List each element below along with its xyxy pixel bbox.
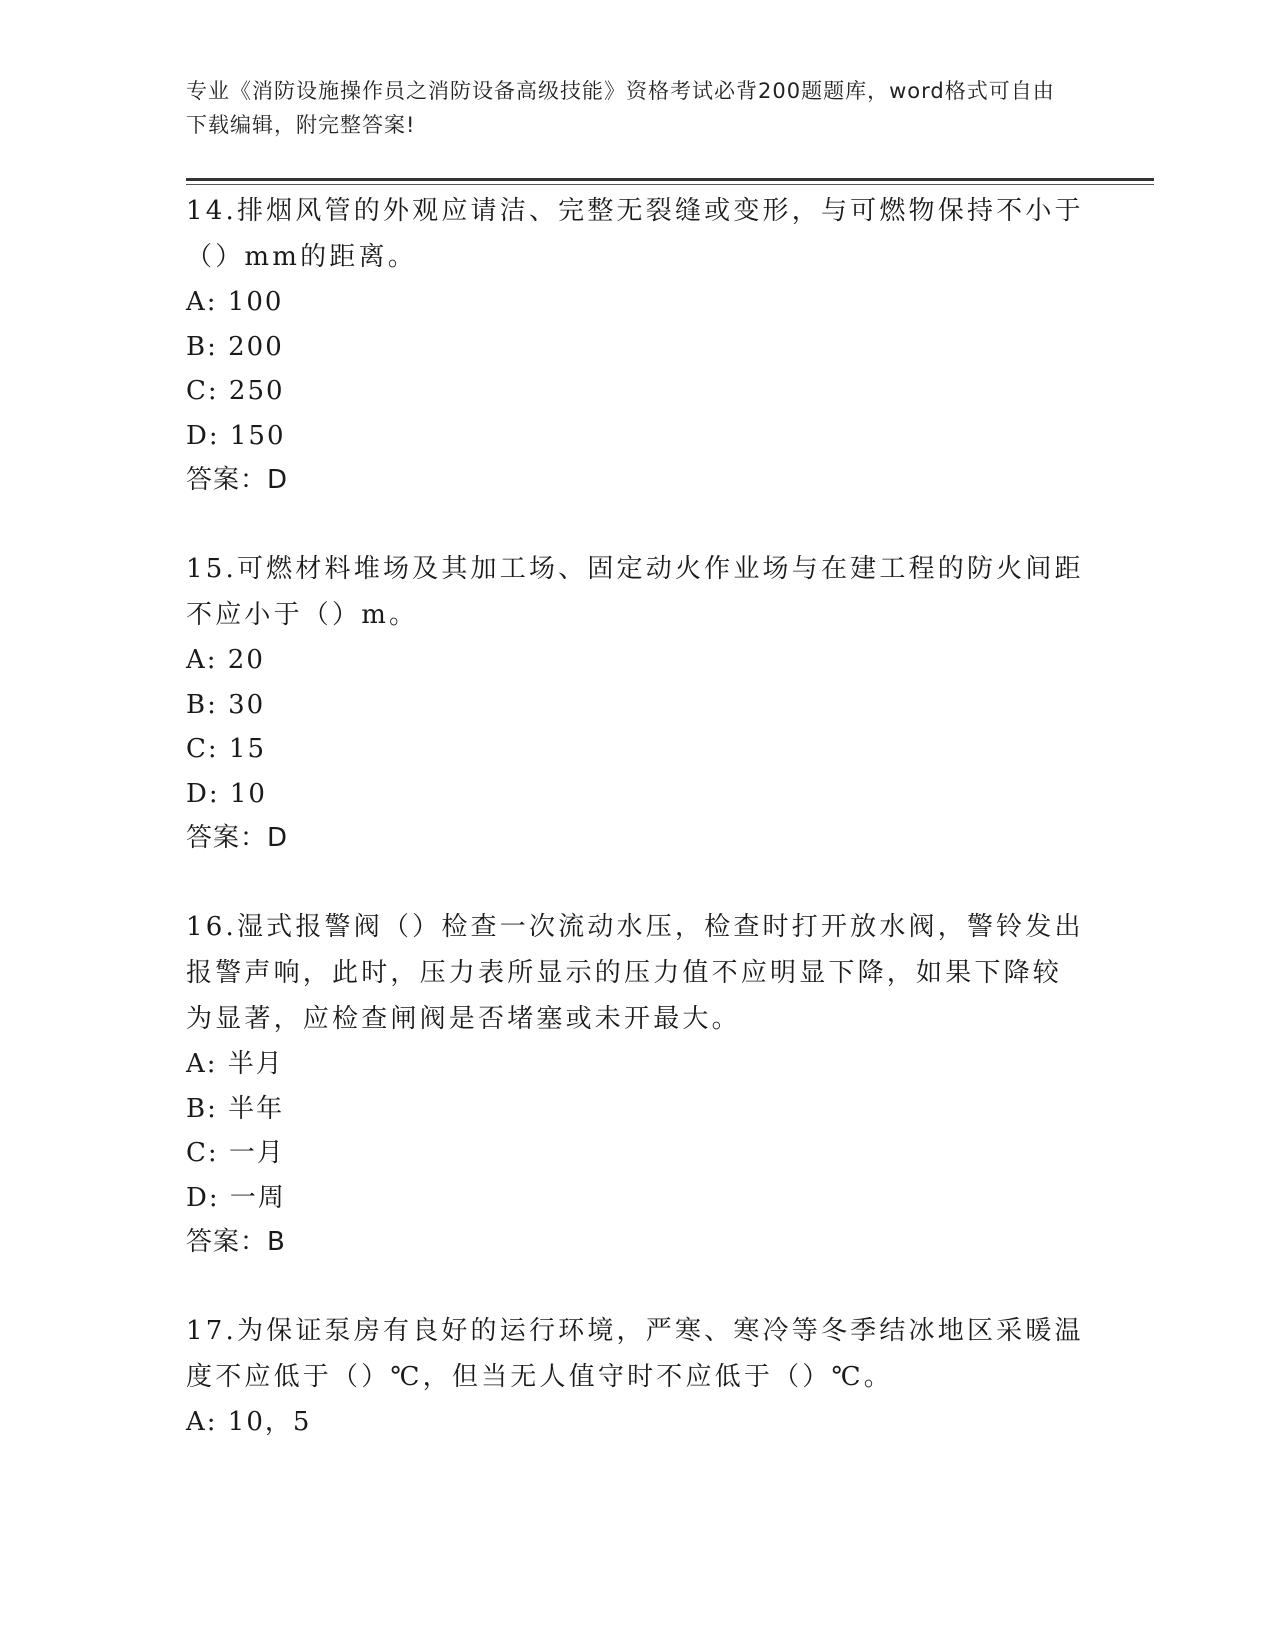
answer: 答案：D	[186, 823, 289, 853]
question-stem: 17.为保证泵房有良好的运行环境，严寒、寒冷等冬季结冰地区采暖温度不应低于（）℃，但当无人值守时不应低于（）℃。	[186, 1316, 1084, 1392]
question-stem: 14.排烟风管的外观应请洁、完整无裂缝或变形，与可燃物保持不小于（）mm的距离。	[186, 196, 1084, 272]
question-stem: 16.湿式报警阀（）检查一次流动水压，检查时打开放水阀，警铃发出报警声响，此时，压力表所显示的压力值不应明显下降，如果下降较为显著，应检查闸阀是否堵塞或未开最大。	[186, 912, 1084, 1034]
option-a: A: 20	[186, 645, 265, 675]
option-c: C: 一月	[186, 1138, 285, 1168]
option-b: B: 200	[186, 331, 284, 362]
option-b: B: 30	[186, 689, 266, 720]
question-16	[186, 904, 1086, 1264]
option-a: A: 半月	[186, 1049, 284, 1079]
document-header: 专业《消防设施操作员之消防设备高级技能》资格考试必背200题题库，word格式可自由下载编辑，附完整答案!	[186, 79, 1055, 137]
header-divider-thin	[186, 184, 1154, 185]
header-divider-thick	[186, 178, 1154, 181]
option-c: C: 15	[186, 734, 267, 764]
option-d: D: 10	[186, 778, 267, 809]
question-15	[186, 546, 1086, 860]
option-b: B: 半年	[186, 1093, 285, 1124]
option-d: D: 一周	[186, 1182, 286, 1213]
option-a: A: 100	[186, 287, 284, 317]
answer: 答案：B	[186, 1227, 286, 1257]
question-stem: 15.可燃材料堆场及其加工场、固定动火作业场与在建工程的防火间距不应小于（）m。	[186, 554, 1084, 630]
option-c: C: 250	[186, 376, 285, 406]
option-d: D: 150	[186, 420, 286, 451]
answer: 答案：D	[186, 465, 289, 495]
question-17	[186, 1308, 1086, 1445]
option-a: A: 10，5	[186, 1407, 312, 1437]
question-list	[186, 188, 1086, 1489]
question-14	[186, 188, 1086, 502]
